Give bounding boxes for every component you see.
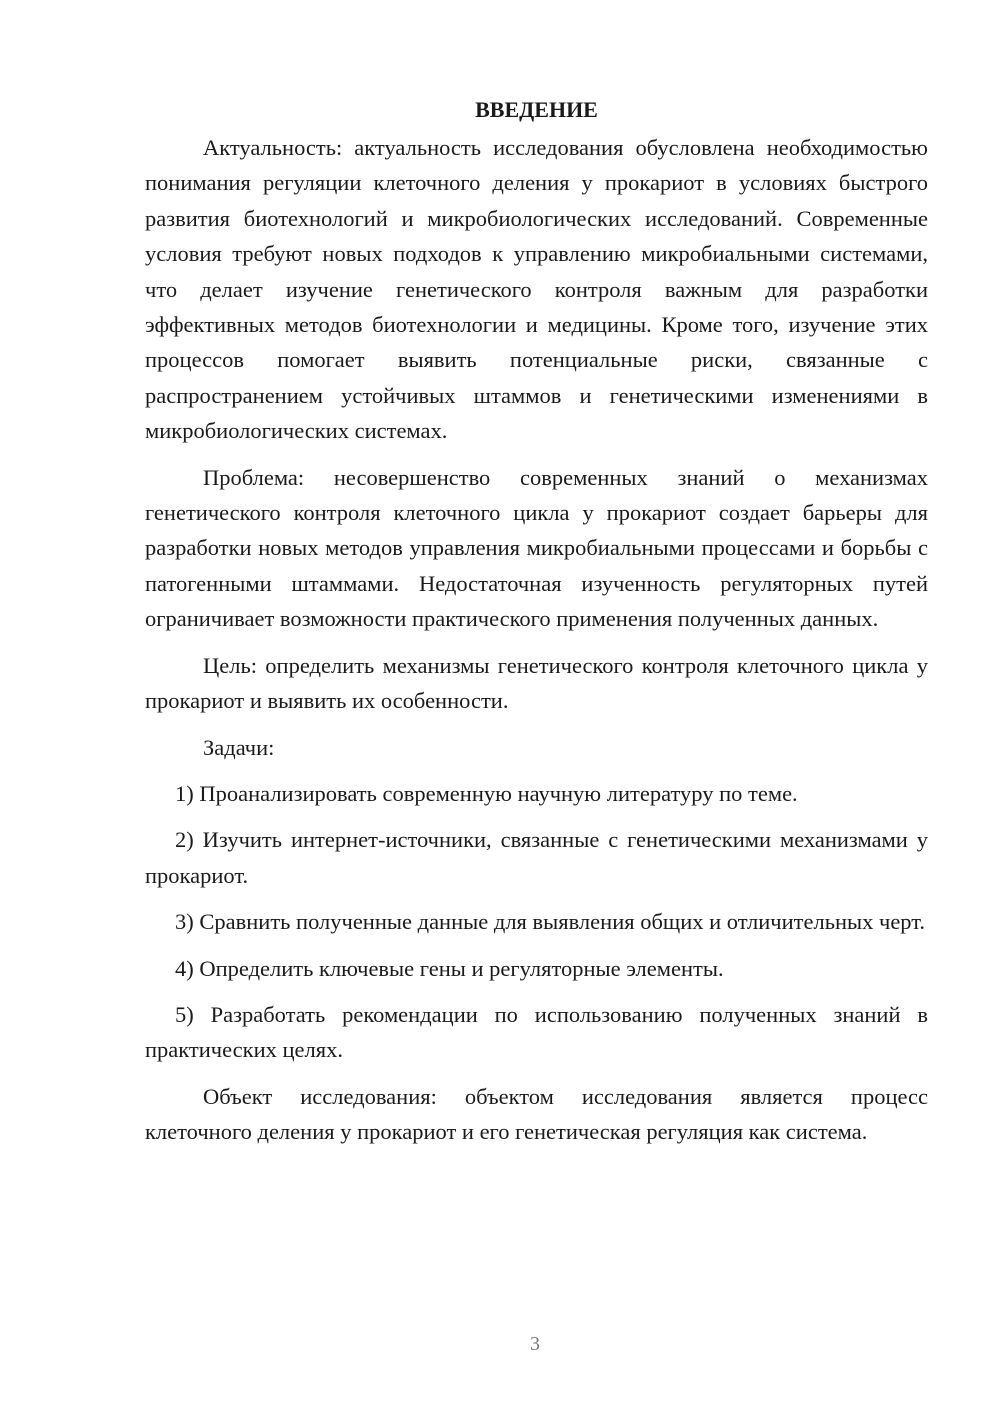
task-item-3: 3) Сравнить полученные данные для выявления общих и отличительных черт. bbox=[175, 909, 926, 935]
task-item-4: 4) Определить ключевые гены и регуляторные элементы. bbox=[175, 955, 724, 981]
problem-paragraph: Проблема: несовершенство современных знаний о механизмах генетического контроля клеточного цикла у прокариот создает барьеры для разработки новых методов управления микробиальными процессами и борьбы с патогенными штаммами. Недостаточная изученность регуляторных путей ограничивает возможности практического применения полученных данных. bbox=[145, 464, 928, 632]
task-item-1: 1) Проанализировать современную научную литературу по теме. bbox=[175, 780, 798, 806]
section-title: ВВЕДЕНИЕ bbox=[475, 97, 598, 122]
page-number: 3 bbox=[530, 1333, 540, 1355]
goal-paragraph: Цель: определить механизмы генетического контроля клеточного цикла у прокариот и выявить их особенности. bbox=[145, 652, 928, 714]
task-item-2: 2) Изучить интернет-источники, связанные с генетическими механизмами у прокариот. bbox=[145, 827, 928, 888]
tasks-heading: Задачи: bbox=[203, 734, 275, 760]
relevance-paragraph: Актуальность: актуальность исследования обусловлена необходимостью понимания регуляции клеточного деления у прокариот в условиях быстрого развития биотехнологий и микробиологических исследований. Современные условия требуют новых подходов к управлению микробиальными системами, что делает изучение генетического контроля важным для разработки эффективных методов биотехнологии и медицины. Кроме того, изучение этих процессов помогает выявить потенциальные риски, связанные с распространением устойчивых штаммов и генетическими изменениями в микробиологических системах. bbox=[145, 135, 928, 444]
task-item-5: 5) Разработать рекомендации по использованию полученных знаний в практических целях. bbox=[145, 1001, 928, 1063]
object-paragraph: Объект исследования: объектом исследования является процесс клеточного деления у прокариот и его генетическая регуляция как система. bbox=[145, 1083, 928, 1145]
document-page bbox=[145, 92, 928, 1150]
